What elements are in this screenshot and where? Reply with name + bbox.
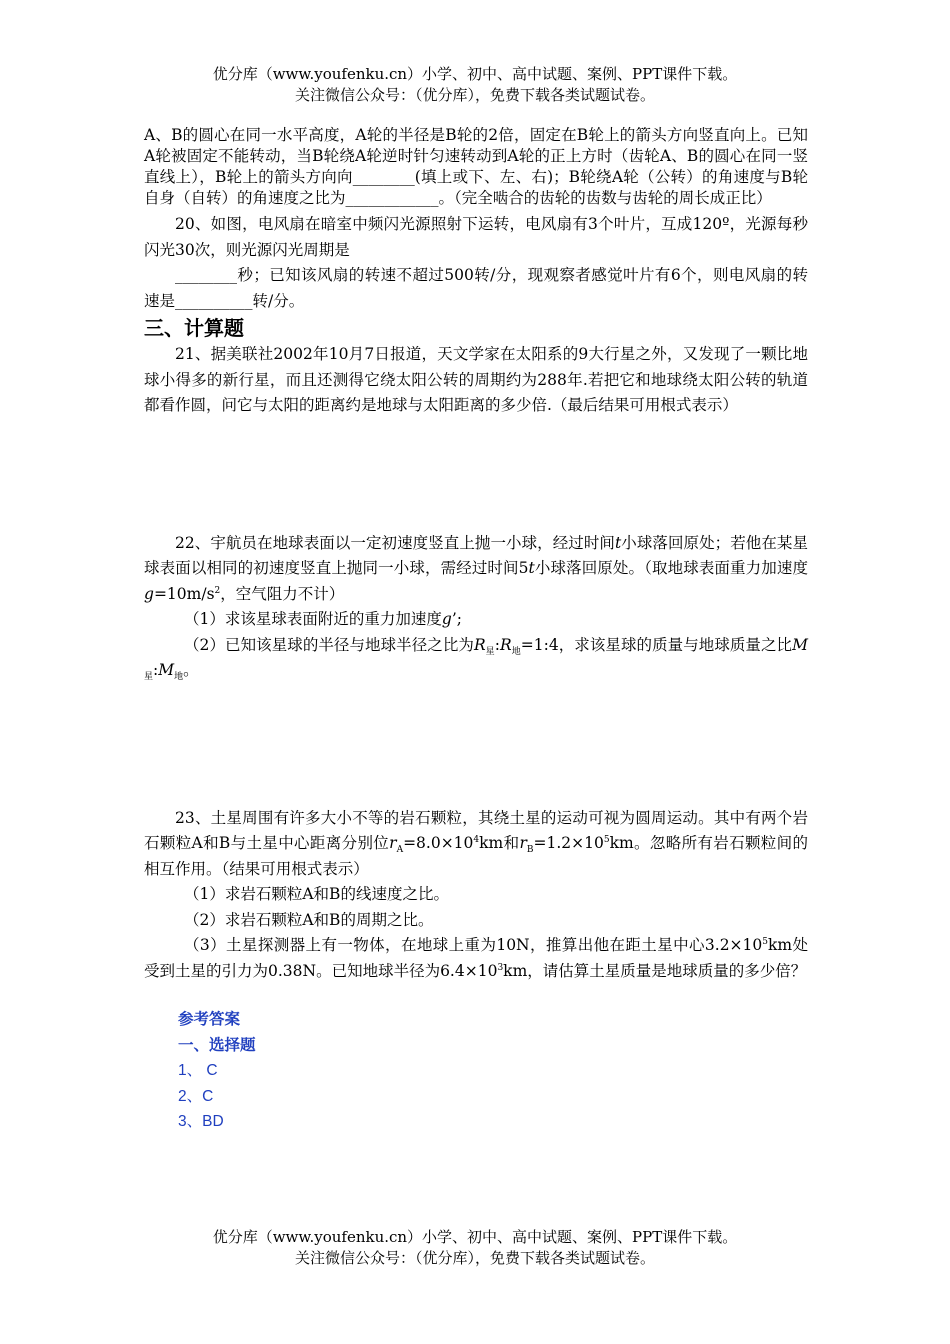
answers-title: 参考答案 [178, 1011, 241, 1028]
header-line-1: 优分库（www.youfenku.cn）小学、初中、高中试题、案例、PPT课件下载。 [212, 65, 738, 83]
question-23-part-2: （2）求岩石颗粒A和B的周期之比。 [184, 910, 434, 929]
question-23: 23、土星周围有许多大小不等的岩石颗粒，其绕土星的运动可视为圆周运动。其中有两个岩石颗粒A和B与土星中心距离分别位$r_A=8.0\times 10^4km$和$r_B=1.2\times 10^5km$。忽略所有岩石颗粒间的相互作用。（结果可用根式表示） [144, 808, 809, 878]
footer-line-1: 优分库（www.youfenku.cn）小学、初中、高中试题、案例、PPT课件下载。 [212, 1228, 738, 1246]
question-20-line-1: 20、如图，电风扇在暗室中频闪光源照射下运转，电风扇有3个叶片，互成120º，光源每秒闪光30次，则光源闪光周期是 [144, 215, 808, 259]
page-header [0, 64, 950, 106]
spacer [144, 984, 808, 1007]
answer-space-22 [144, 684, 808, 806]
footer-line-2: 关注微信公众号：（优分库），免费下载各类试题试卷。 [294, 1249, 655, 1267]
answer-item: 1、 C [178, 1062, 218, 1079]
question-19-continuation: A、B的圆心在同一水平高度，A轮的半径是B轮的2倍，固定在B轮上的箭头方向竖直向上。已知A轮被固定不能转动，当B轮绕A轮逆时针匀速转动到A轮的正上方时（齿轮A、B的圆心在同一竖直线上），B轮上的箭头方向向________(填上或下、左、右)；B轮绕A轮（公转）的角速度与B轮自身（自转）的角速度之比为____________。（完全啮合的齿轮的齿数与齿轮的周长成正比） [144, 126, 808, 207]
page-footer [0, 1227, 950, 1269]
page-content [144, 125, 808, 1135]
section-3-title: 三、计算题 [144, 316, 244, 340]
header-line-2: 关注微信公众号：（优分库），免费下载各类试题试卷。 [294, 86, 655, 104]
question-20-line-2: ________秒；已知该风扇的转速不超过500转/分，现观察者感觉叶片有6个，则电风扇的转速是__________转/分。 [144, 266, 808, 310]
answer-item: 2、C [178, 1087, 214, 1105]
question-23-part-1: （1）求岩石颗粒A和B的线速度之比。 [184, 885, 449, 903]
question-21: 21、据美联社2002年10月7日报道，天文学家在太阳系的9大行星之外，又发现了一颗比地球小得多的新行星，而且还测得它绕太阳公转的周期约为288年.若把它和地球绕太阳公转的轨道都看作圆，问它与太阳的距离约是地球与太阳距离的多少倍.（最后结果可用根式表示） [144, 345, 808, 414]
answers-section-1: 一、选择题 [178, 1036, 256, 1054]
reference-answers [144, 1007, 808, 1135]
question-22: 22、宇航员在地球表面以一定初速度竖直上抛一小球，经过时间t小球落回原处；若他在某星球表面以相同的初速度竖直上抛同一小球，需经过时间5t小球落回原处。（取地球表面重力加速度$g=10m/s^2$，空气阻力不计） [144, 533, 808, 603]
question-22-part-1: （1）求该星球表面附近的重力加速度g’; [184, 610, 462, 628]
answer-space-21 [144, 419, 808, 531]
question-22-part-2: （2）已知该星球的半径与地球半径之比为$R_星:R_地=1:4$，求该星球的质量与地球质量之比$M_星:M_地$。 [144, 635, 808, 683]
answer-item: 3、BD [178, 1113, 224, 1130]
question-23-part-3: （3）土星探测器上有一物体，在地球上重为10N，推算出他在距土星中心$3.2\times 10^5km$处受到土星的引力为0.38N。已知地球半径为$6.4\times 10^3km$，请估算土星质量是地球质量的多少倍？ [144, 936, 809, 980]
